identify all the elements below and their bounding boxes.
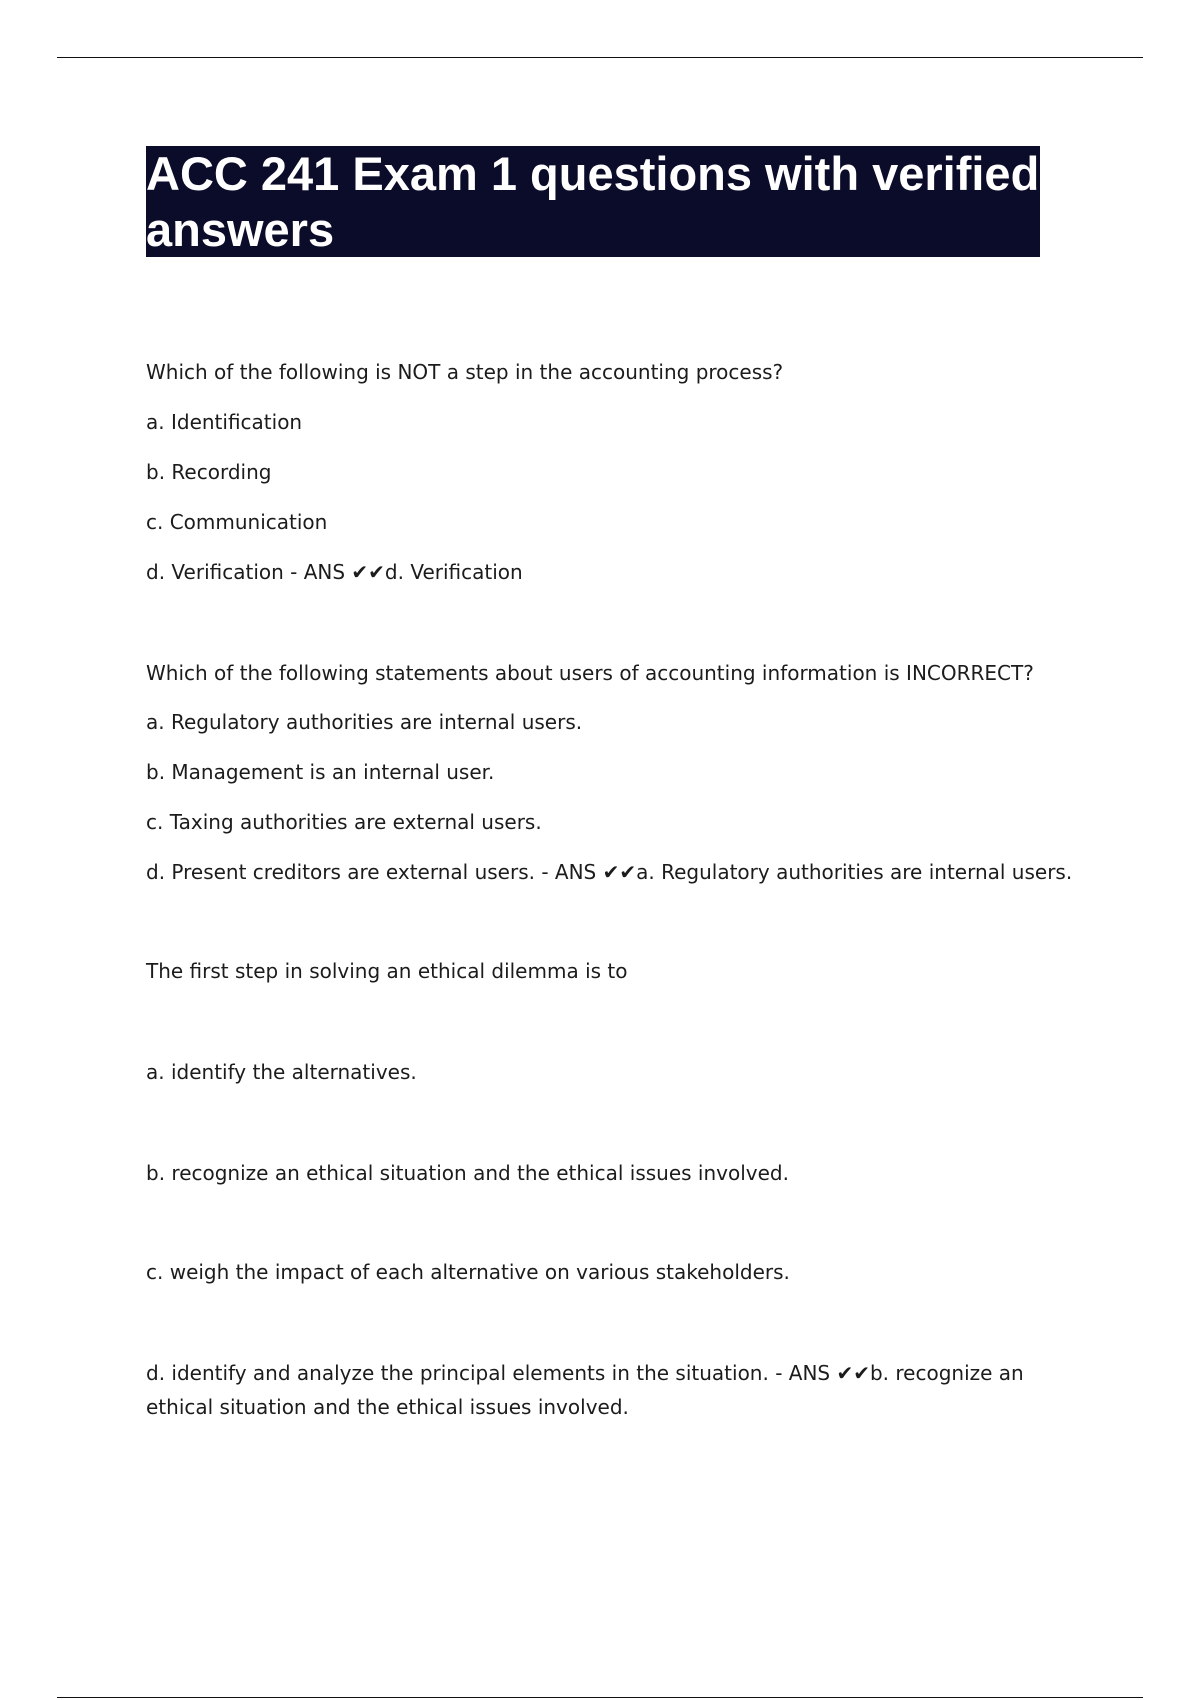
bottom-rule [57, 1697, 1143, 1698]
question-3-option-b: b. recognize an ethical situation and the ethical issues involved. [146, 1161, 789, 1185]
question-2-option-a: a. Regulatory authorities are internal users. [146, 710, 583, 734]
question-3-option-d-answer: d. identify and analyze the principal elements in the situation. - ANS ✔✔b. recognize an ethical situation and the ethical issues involved. [146, 1361, 1024, 1419]
question-1-option-b: b. Recording [146, 460, 272, 484]
question-2-option-b: b. Management is an internal user. [146, 760, 495, 784]
question-2-prompt: Which of the following statements about users of accounting information is INCORRECT? [146, 661, 1034, 685]
question-2-option-d-answer: d. Present creditors are external users. - ANS ✔✔a. Regulatory authorities are internal users. [146, 860, 1073, 884]
question-1-option-a: a. Identification [146, 410, 303, 434]
document-title: ACC 241 Exam 1 questions with verified answers [146, 147, 1040, 256]
top-rule [57, 57, 1143, 58]
question-1-prompt: Which of the following is NOT a step in the accounting process? [146, 360, 784, 384]
question-1-option-d-answer: d. Verification - ANS ✔✔d. Verification [146, 560, 523, 584]
title-banner [146, 146, 1040, 257]
question-3-prompt: The first step in solving an ethical dilemma is to [146, 959, 628, 983]
question-1-option-c: c. Communication [146, 510, 328, 534]
question-2-option-c: c. Taxing authorities are external users. [146, 810, 542, 834]
question-3-option-a: a. identify the alternatives. [146, 1060, 417, 1084]
question-3-option-c: c. weigh the impact of each alternative on various stakeholders. [146, 1260, 790, 1284]
